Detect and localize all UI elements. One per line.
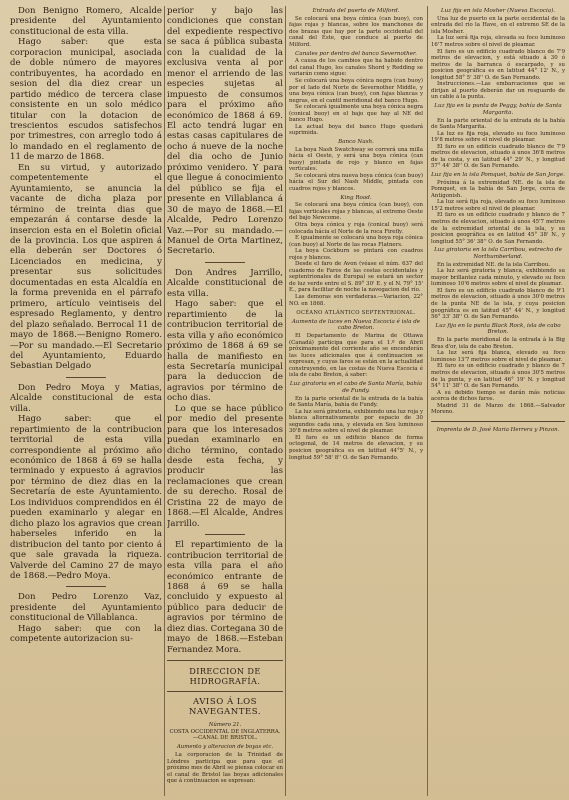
entry-title: Luz giratoria en el cabo de Santa María, bahía de Fundy.: [289, 380, 423, 394]
notice-heading: Don Pedro Moya y Matias, Alcalde constitucional de esta villa.: [10, 382, 162, 414]
column-rule: [164, 6, 165, 796]
entry-text: El Departamento de Marina de Ottawa (Canadá) participa que para el 1.º de Abril próximamente del corriente año se encenderán las luces adicionales que á continuacion se expresan, y cuyas faros se están en la actualidad construyendo, en las costas de Nueva Escocia é isla de cabo Breton, á saber:: [289, 333, 423, 379]
notice-subtitle: Aumento y alteracion de boyas etc.: [176, 743, 274, 750]
entry-text: La luz será giratoria, exhibiendo una luz roja y blanca alternativamente por espacio de 30 segundos cada una, y elevada en Sou luminoso 30'8 metros sobre el nivel de pleamar.: [289, 408, 423, 435]
entry-text: A causa de los cambios que ha habido dentro del canal Hugo, los canales Shord y Redding se variarán como sigue:: [289, 58, 423, 78]
entry-text: La luz será fija blanca, elevado su foco luminoso 13'7 metros sobre el nivel de pleamar.: [431, 350, 565, 363]
entry-text: La luz será fija roja, elevada su foco luminoso 16'7 metros sobre el nivel de pleamar.: [431, 35, 565, 48]
entry-text: En la parte oriental de la entrada de la bahía de Santa Margarita.: [431, 117, 565, 131]
entry-text: Próxima á la extremidad NE. de la isla de Pomquet, en la bahía de San Jorge, cerca de Antigonish.: [431, 179, 565, 199]
entry-text: Se colocará una boya cónica (can buoy), con fajas verticales rojas y blancas, al extremo Oeste del bajo Newcome.: [289, 202, 423, 222]
column-2: [167, 6, 283, 796]
entry-text: Otra boya cónica y roja (conical buoy) será colocada hácia el Norte de la roca Firefly.: [289, 221, 423, 235]
notice-body: Lo que se hace público por medio del presente para que los interesados puedan examinarlo en dicho término, contado desde esta fecha, y producir las reclamaciones que crean de su derecho. Rosal de Cristina 22 de mayo de 1868.—El Alcalde, Andres Jarrillo.: [167, 403, 283, 529]
region-heading: OCÉANO ATLÁNTICO SEPTENTRIONAL.: [296, 310, 416, 317]
entry-text: La actual boya del banco Hugo quedará suprimida.: [289, 123, 423, 137]
notice-number: Número 21.: [208, 722, 242, 729]
notice-body: El repartimiento de la contribucion territorial de esta villa para el año económico entrante de 1868 á 69 se halla concluido y expuesto al público para deducir de agravios por término de diez dias. Cortegana 30 de mayo de 1868.—Esteban Fernandez Mora.: [167, 540, 283, 655]
entry-text: Se colocará igualmente una boya cónica negra (conical buoy) en el bajo que hay al NE del banco Hugo.: [289, 104, 423, 124]
entry-text: Una luz de puerto en la parte occidental de la entrada del río la Have, en el extremo SE de la isla Mosher.: [431, 15, 565, 35]
entry-title: Luz fija en la punta Black Rock, isla de cabo Breton.: [435, 322, 561, 336]
entry-title: Luz giratoria en la isla Carribou, estrecho de Northumberland.: [434, 247, 562, 260]
entry-text: Se colocará una boya cónica negra (can buoy) por el lado del Norte de Severnother Middle, y una boya cónica (can buoy), con fajas blancas y negras, en el cantil meridional del banco Hugo.: [289, 77, 423, 104]
entry-text: Se colocará una boya cónica (can buoy), con fajas rojas y blancas, sobre los manchones de dos brazas que hay por la parte occidental del canal del Este, que conduce al puerto de Milford.: [289, 15, 423, 48]
entry-text: El faro es un edificio cuadrado blanco de 7'9 metros de elevacion, y está situado á 30 ó metros de la barranca ó escarpado, y su posicion geográfica es en latitud 44° 12' N., y longitud 58° 5' 38'' O. de San Fernando.: [431, 48, 565, 81]
coast-heading: COSTA OCCIDENTAL DE INGLATERRA.—CANAL DE BRISTOL.: [169, 728, 281, 742]
column-rule: [285, 6, 286, 796]
entry-text: El faro es un edificio cuadrado blanco de 7'9 metros de elevacion, situado á unos 36'8 metros de la costa, y en latitud 44° 29' N., y longitud 57° 44' 38'' O. de San Fernando.: [431, 143, 565, 170]
notice-body: Hago saber: que el repartimiento de la contribucion territorial de esta villa y año económico próximo de 1868 á 69 se halla de manifiesto en esta Secretaría municipal para la deduccion de agravios por término de ocho dias.: [167, 299, 283, 404]
section-title: DIRECCION DE HIDROGRAFÍA.: [189, 666, 261, 687]
entry-title: Canales por dentro del banco Severnother.: [295, 50, 417, 57]
notice-heading: Don Pedro Lorenzo Vaz, presidente del Ayuntamiento constitucional de Villablanca.: [10, 592, 162, 624]
entry-text: Instrucciones.—Las embarcaciones que se dirijan al puerto deberán dar un resguardo de un cable á la punta.: [431, 81, 565, 101]
entry-title: Luz fija en la punta de Peggy, bahía de Santa Margarita.: [434, 102, 562, 116]
entry-text: El faro es un edificio cuadrado y blanco de 7 metros de elevacion, situado á unos 30'5 metros de la punta, y en latitud 46° 19' N. y longitud 54° 11' 38'' O. de San Fernando.: [431, 363, 565, 390]
entry-title: Luz fija en isla Mosher (Nueva Escocia).: [440, 8, 556, 14]
entry-text: La boya Nash Swatchway se correrá una milla hácia el Oeste, y será una boya cónica (can buoy) pintada de rojo y blanco en fajas verticales.: [289, 146, 423, 173]
column-4: [431, 6, 565, 796]
entry-text: El faro es un edificio cuadrado y blanco de 7 metros de elevacion, situado á unos 45'7 metros de la extremidad oriental de la isla, y su posicion geográfica es en latitud 45° 38' N., y longitud 55° 36' 38'' O. de San Fernando.: [431, 212, 565, 245]
notice-heading: Don Andres Jarrillo, Alcalde constitucional de esta villa.: [167, 267, 283, 299]
entry-title: Luz fija en la isla Pomquet, bahía de San Jorge.: [431, 171, 565, 178]
separator: [66, 586, 106, 587]
column-1: [10, 6, 162, 796]
entry-text: Desde el faro de Avon (véase el núm. 637 del cuaderno de Faros de las costas occidentales y septentrionales de Europa) se estará un sector de luz verde entre el S. 89° 30' E. y el N. 79° 15' E., para facilitar de noche la navegacion del río.: [289, 261, 423, 294]
entry-text: En la parte oriental de la entrada de la bahía de Santa María, bahía de Fundy.: [289, 395, 423, 409]
notice-heading: Don Benigno Romero, Alcalde presidente del Ayuntamiento constitucional de esta villa.: [10, 6, 162, 37]
separator: [431, 421, 565, 422]
notice-body: En su virtud, y autorizado competentemente el Ayuntamiento, se anuncia la vacante de dicha plaza por término de treinta dias que empezarán á contarse desde la insercion esta en el Boletin oficial de la provincia. Los que aspiren á ella deberán ser Doctores ó Licenciados en medicina, y presentar sus solicitudes documentadas en esta Alcaldía en la forma prevenida en el párrafo primero, artículo veintiseis del espresado Reglamento, y dentro del plazo señalado. Berrocal 11 de mayo de 1868.—Benigno Romero.—Por su mandado.—El Secretario del Ayuntamiento, Eduardo Sebastian Delgado: [10, 162, 162, 372]
entry-text: La luz será giratoria y blanca, exhibiendo su mayor brillantez cada minuto, y elevado su foco luminoso 10'6 metros sobre el nivel de pleamar.: [431, 268, 565, 288]
notice-body: Hago saber: que con la competente autorizacion su-: [10, 623, 162, 645]
entry-text: A su debido tiempo se darán más noticias acerca de dichos faros.: [431, 389, 565, 403]
column-3: [289, 6, 423, 796]
entry-title: Aumento de luces en Nueva Escocia é isla de cabo Breton.: [291, 318, 421, 332]
notice-body: Hago saber: que el repartimiento de la contribucion territorial de esta villa correspondiente al próximo año económico de 1868 á 69 se halla terminado y expuesto á agravios por término de diez dias en la Secretaría de este Ayuntamiento. Los individuos comprendidos en él pueden examinarlo y alegar en dicho plazo los agravios que crean haberseles inferido en la distribucion del tanto por ciento á que sale gravada la riqueza. Valverde del Camino 27 de mayo de 1868.—Pedro Moya.: [10, 414, 162, 582]
entry-text: Madrid 31 de Marzo de 1868.—Salvador Moreno.: [431, 402, 565, 416]
column-rule: [427, 6, 428, 796]
separator: [167, 691, 283, 692]
separator: [205, 534, 245, 535]
printer-imprint: Imprenta de D. José Maria Herrera y Pinzon.: [436, 426, 560, 433]
notice-body: La corporacion de la Trinidad de Lóndres participa que para que el próximo mes de Abril se piensa colocar en el canal de Bristol las boyas adicionales que á continuacion se expresan:: [167, 752, 283, 785]
separator: [205, 262, 245, 263]
entry-text: La luz es fija roja, elevado su foco luminoso 19'8 metros sobre el nivel de pleamar.: [431, 130, 565, 144]
entry-text: El faro es un edificio cuadrado blanco de 9'1 metros de elevacion, situado á unos 30'0 metros de la punta NE de la isla, y cuya posicion geográfica es en latitud 45° 44' N., y longitud 56° 33' 38'' O. de San Fernando.: [431, 287, 565, 321]
entry-text: La boya Cockburn se pintará con cuadros rojos y blancos.: [289, 248, 423, 261]
entry-text: E igualmente se colocará una boya roja cónica (can buoy) al Norte de las rocas Flatners.: [289, 235, 423, 248]
entry-text: Las demoras son verdaderas.—Variacion, 22° NO. en 1868.: [289, 293, 423, 307]
separator: [66, 377, 106, 378]
section-subtitle: AVISO Á LOS NAVEGANTES.: [188, 697, 262, 718]
notice-body: perior y bajo las condiciones que constan del expediente respectivo se saca á pública subasta con la cualidad de la exclusiva venta al por menor el arriendo de las especies sujetas al impuesto de consumos para el próximo año económico de 1868 á 69. El acto tendrá lugar en estas casas capitulares de ocho á nueve de la noche del dia ocho de Junio próximo venidero. Y para que llegue á conocimiento del público se fija el presente en Villablanca á 30 de mayo de 1868.—El Alcalde, Pedro Lorenzo Vaz.—Por su mandado.—Manuel de Orta Martinez, Secretario.: [167, 6, 283, 257]
entry-title: Entrada del puerto de Milford.: [312, 8, 400, 14]
entry-title: King Road.: [340, 194, 372, 201]
entry-text: La luz será fija roja, elevado su foco luminoso 15'2 metros sobre el nivel de pleamar.: [431, 199, 565, 212]
separator: [167, 660, 283, 661]
entry-text: El faro es un edificio blanco de forma octogonal, de 14 metros de elevacion, y su posicion geográfica es en latitud 44°5' N., y longitud 59° 58' 8'' O. de San Fernando.: [289, 434, 423, 461]
notice-body: Hago saber: que esta corporacion municipal, asociada de doble número de mayores contribuyentes, ha acordado en sesion del dia diez crear un partido médico de tercera clase consistente en un solo médico titular con la dotacion de trescientos escudos satisfechos por trimestres, con arreglo todo á lo mandado en el reglamento de 11 de marzo de 1868.: [10, 37, 162, 163]
entry-title: Banco Nash.: [338, 138, 374, 145]
entry-text: Se colocará otra nueva boya cónica (can buoy) hácia el Sur del Nash Middle, pintada con cuadros rojos y blancos.: [289, 172, 423, 192]
entry-text: En la parte meridional de la entrada á la Big Bras d'or, isla de cabo Breton.: [431, 337, 565, 350]
entry-text: En la extremidad NE. de la isla Carribou.: [437, 261, 550, 268]
